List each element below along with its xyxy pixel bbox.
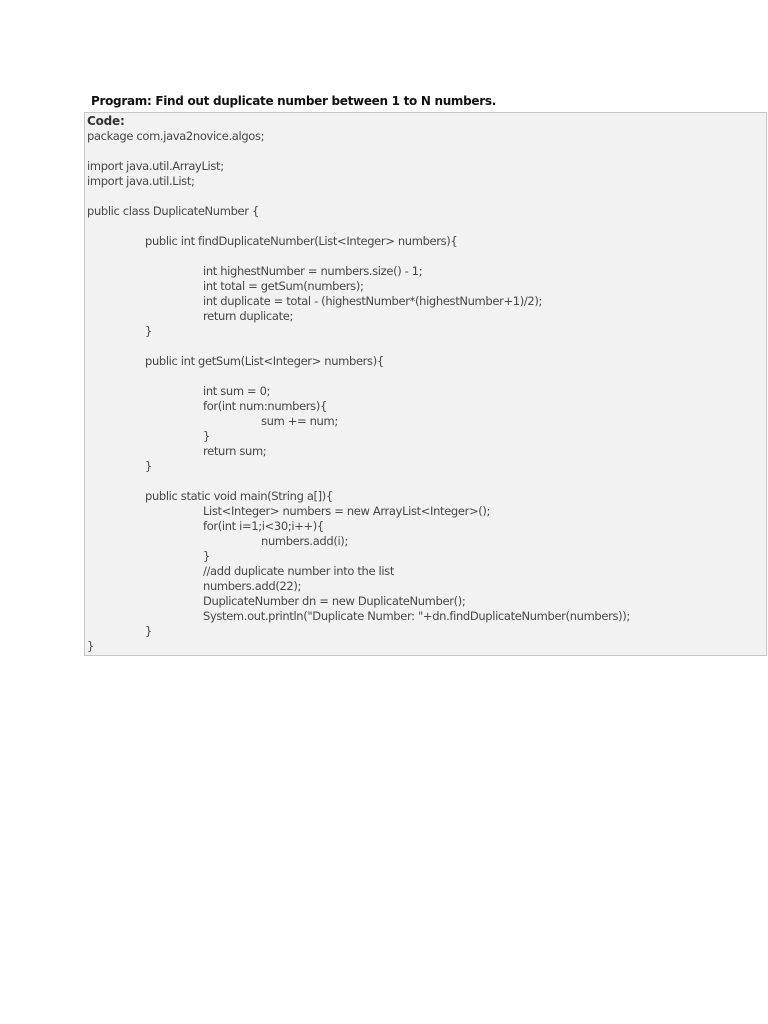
code-line — [87, 189, 630, 204]
code-line: numbers.add(i); — [261, 534, 348, 548]
code-line: public class DuplicateNumber { — [87, 204, 259, 218]
code-block — [84, 112, 767, 656]
code-line: public static void main(String a[]){ — [145, 489, 333, 503]
code-line: } — [145, 459, 152, 473]
code-line — [87, 339, 630, 354]
code-line: } — [145, 624, 152, 638]
code-line: for(int i=1;i<30;i++){ — [203, 519, 324, 533]
code-line — [87, 144, 630, 159]
code-line: } — [203, 429, 210, 443]
code-line: } — [87, 639, 94, 653]
code-line: for(int num:numbers){ — [203, 399, 327, 413]
code-line — [87, 249, 630, 264]
code-line: List<Integer> numbers = new ArrayList<Integer>(); — [203, 504, 491, 518]
code-line: } — [203, 549, 210, 563]
code-line: public int getSum(List<Integer> numbers){ — [145, 354, 384, 368]
code-line: import java.util.ArrayList; — [87, 159, 224, 173]
code-line: import java.util.List; — [87, 174, 195, 188]
code-line: int total = getSum(numbers); — [203, 279, 364, 293]
code-line: numbers.add(22); — [203, 579, 302, 593]
code-line: int sum = 0; — [203, 384, 271, 398]
code-line — [87, 474, 630, 489]
code-line: System.out.println("Duplicate Number: "+dn.findDuplicateNumber(numbers)); — [203, 609, 630, 623]
code-line: int duplicate = total - (highestNumber*(highestNumber+1)/2); — [203, 294, 542, 308]
code-line: DuplicateNumber dn = new DuplicateNumber(); — [203, 594, 466, 608]
code-line: public int findDuplicateNumber(List<Integer> numbers){ — [145, 234, 458, 248]
code-lines — [87, 129, 630, 654]
code-line: return sum; — [203, 444, 267, 458]
code-line: package com.java2novice.algos; — [87, 129, 265, 143]
program-title: Program: Find out duplicate number between 1 to N numbers. — [91, 94, 496, 108]
code-line — [87, 369, 630, 384]
code-line: } — [145, 324, 152, 338]
code-line: //add duplicate number into the list — [203, 564, 394, 578]
code-line: return duplicate; — [203, 309, 293, 323]
code-label: Code: — [87, 114, 125, 128]
code-line — [87, 219, 630, 234]
code-line: sum += num; — [261, 414, 338, 428]
code-line: int highestNumber = numbers.size() - 1; — [203, 264, 423, 278]
